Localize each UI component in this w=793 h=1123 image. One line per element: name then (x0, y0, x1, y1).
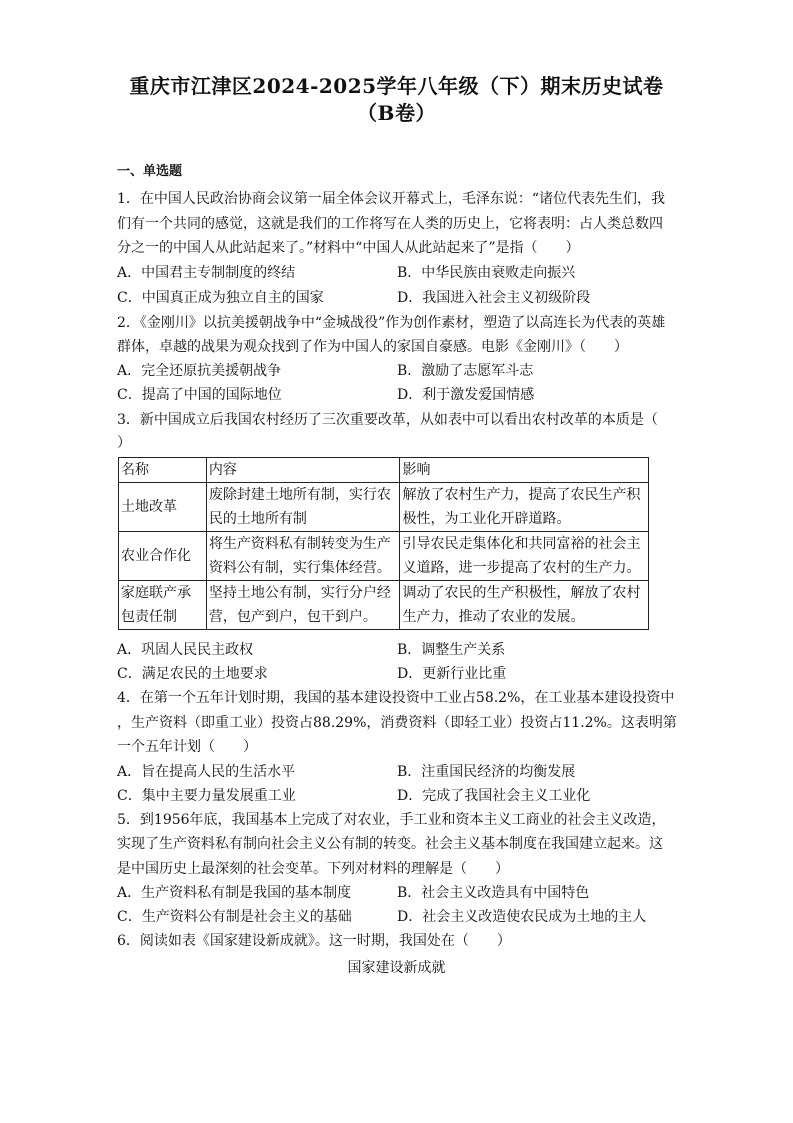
question-5-line: 是中国历史上最深刻的社会变革。下列对材料的理解是（ ） (117, 861, 509, 877)
table-cell: 解放了农村生产力，提高了农民生产积极性，为工业化开辟道路。 (400, 483, 649, 532)
table-cell: 土地改革 (119, 483, 207, 532)
question-5-option-a: A．生产资料私有制是我国的基本制度 (117, 885, 352, 901)
question-4-line: 4．在第一个五年计划时期，我国的基本建设投资中工业占58.2%，在工业基本建设投资中 (117, 690, 675, 706)
question-1-option-c: C．中国真正成为独立自主的国家 (117, 290, 324, 306)
table-header-cell: 影响 (400, 458, 649, 483)
question-4-line: 一个五年计划（ ） (117, 739, 257, 755)
table-cell: 农业合作化 (119, 532, 207, 581)
question-5-option-c: C．生产资料公有制是社会主义的基础 (117, 909, 352, 925)
table-row (119, 581, 649, 630)
question-2-option-b: B．激励了志愿军斗志 (397, 363, 534, 379)
table-cell: 调动了农民的生产积极性，解放了农村生产力，推动了农业的发展。 (400, 581, 649, 630)
question-1-line: 分之一的中国人从此站起来了。”材料中“中国人从此站起来了”是指（ ） (117, 240, 580, 256)
table-caption: 国家建设新成就 (347, 960, 446, 976)
question-1-line: 们有一个共同的感觉，这就是我们的工作将写在人类的历史上，它将表明：占人类总数四 (117, 216, 663, 232)
table-row (119, 483, 649, 532)
question-3-option-a: A．巩固人民民主政权 (117, 642, 254, 658)
question-3-line: 3．新中国成立后我国农村经历了三次重要改革，从如表中可以看出农村改革的本质是（ (117, 412, 658, 428)
table-cell: 将生产资料私有制转变为生产资料公有制，实行集体经营。 (206, 532, 400, 581)
question-4-option-a: A．旨在提高人民的生活水平 (117, 764, 296, 780)
question-4-option-c: C．集中主要力量发展重工业 (117, 788, 296, 804)
table-cell: 废除封建土地所有制，实行农民的土地所有制 (206, 483, 400, 532)
question-2-option-c: C．提高了中国的国际地位 (117, 387, 282, 403)
section-heading: 一、单选题 (117, 164, 183, 179)
table-cell: 坚持土地公有制，实行分户经营，包产到户，包干到户。 (206, 581, 400, 630)
question-1-line: 1．在中国人民政治协商会议第一届全体会议开幕式上，毛泽东说：“诸位代表先生们，我 (117, 191, 666, 207)
question-3-option-c: C．满足农民的土地要求 (117, 666, 268, 682)
question-5-line: 实现了生产资料私有制向社会主义公有制的转变。社会主义基本制度在我国建立起来。这 (117, 836, 663, 852)
question-2-line: 2．《金刚川》以抗美援朝战争中“金城战役”作为创作素材，塑造了以高连长为代表的英雄 (117, 315, 666, 331)
question-3-line: ） (117, 435, 131, 451)
question-3-option-b: B．调整生产关系 (397, 642, 506, 658)
question-3-option-d: D．更新行业比重 (397, 666, 507, 682)
table-cell: 引导农民走集体化和共同富裕的社会主义道路，进一步提高了农村的生产力。 (400, 532, 649, 581)
question-5-option-d: D．社会主义改造使农民成为土地的主人 (397, 909, 647, 925)
question-5-option-b: B．社会主义改造具有中国特色 (397, 885, 590, 901)
question-2-option-a: A．完全还原抗美援朝战争 (117, 363, 282, 379)
question-2-line: 群体，卓越的战果为观众找到了作为中国人的家国自豪感。电影《金刚川》（ ） (117, 339, 628, 355)
table-header-cell: 名称 (119, 458, 207, 483)
question-4-option-b: B．注重国民经济的均衡发展 (397, 764, 576, 780)
question-1-option-a: A．中国君主专制制度的终结 (117, 265, 296, 281)
question-1-option-d: D．我国进入社会主义初级阶段 (397, 290, 591, 306)
table-header-cell: 内容 (206, 458, 400, 483)
question-6-line: 6．阅读如表《国家建设新成就》。这一时期，我国处在（ ） (117, 933, 511, 949)
question-4-line: ，生产资料（即重工业）投资占88.29%，消费资料（即轻工业）投资占11.2%。这表明第 (117, 715, 677, 731)
question-4-option-d: D．完成了我国社会主义工业化 (397, 788, 591, 804)
table-row (119, 532, 649, 581)
table-cell: 家庭联产承包责任制 (119, 581, 207, 630)
table-header-row (119, 458, 649, 483)
reform-table (118, 457, 649, 630)
exam-title: 重庆市江津区2024-2025学年八年级（下）期末历史试卷 (129, 74, 664, 98)
question-5-line: 5．到1956年底，我国基本上完成了对农业，手工业和资本主义工商业的社会主义改造， (117, 812, 666, 828)
question-1-option-b: B．中华民族由衰败走向振兴 (397, 265, 576, 281)
exam-title-edition: （B卷） (357, 101, 436, 125)
question-2-option-d: D．利于激发爱国情感 (397, 387, 535, 403)
